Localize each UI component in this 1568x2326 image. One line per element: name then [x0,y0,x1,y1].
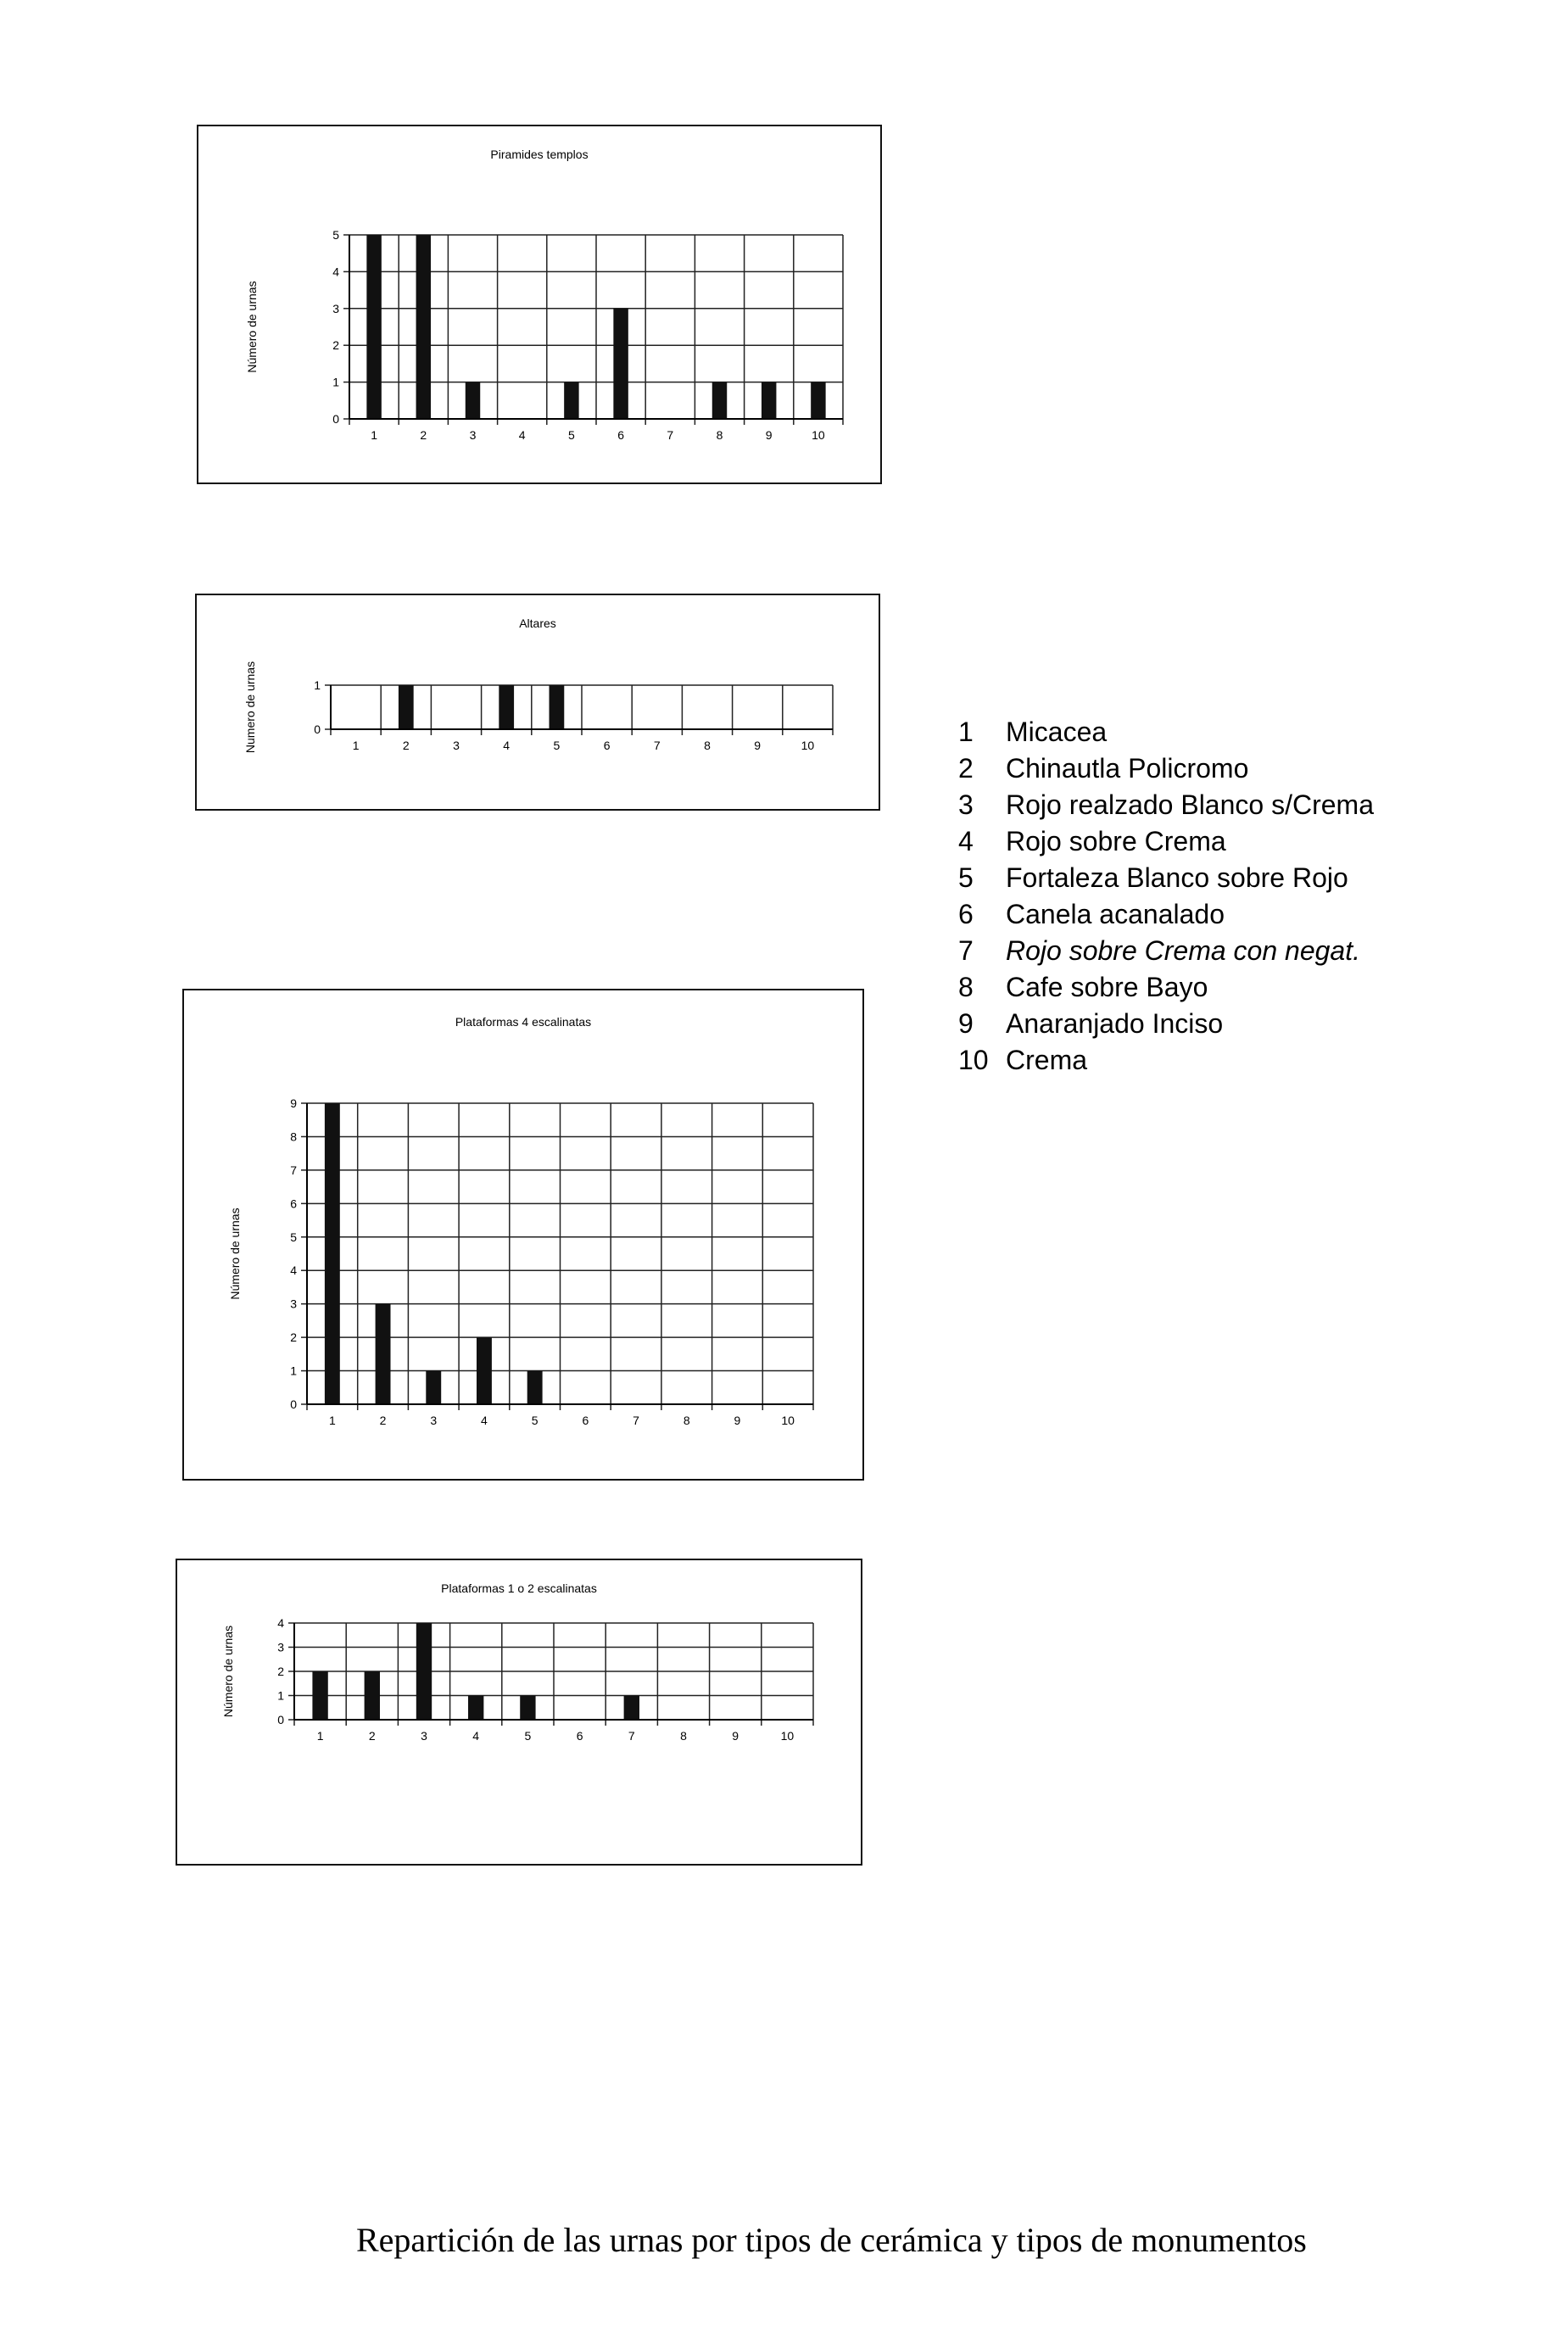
x-tick-label: 5 [553,739,561,752]
legend-label: Anaranjado Inciso [1006,1008,1224,1039]
x-tick-label: 6 [603,739,611,752]
x-tick-label: 2 [368,1729,376,1743]
x-tick-label: 4 [503,739,511,752]
y-tick-label: 0 [290,1397,297,1411]
x-tick-label: 7 [653,739,661,752]
bar [376,1304,391,1404]
bar [550,685,565,729]
x-tick-label: 4 [472,1729,480,1743]
legend-number: 6 [958,899,974,929]
x-tick-label: 3 [430,1414,438,1427]
legend-label: Rojo realzado Blanco s/Crema [1006,789,1374,820]
chart-title: Plataformas 1 o 2 escalinatas [441,1581,597,1595]
x-tick-label: 9 [754,739,762,752]
legend-label: Rojo sobre Crema [1006,826,1226,856]
x-tick-label: 8 [683,1414,690,1427]
chart-svg [198,126,880,482]
bar [499,685,514,729]
bar [365,1671,380,1720]
x-tick-label: 9 [734,1414,741,1427]
legend-number: 1 [958,717,974,747]
x-tick-label: 2 [420,428,427,442]
x-tick-label: 8 [716,428,723,442]
x-tick-label: 5 [524,1729,532,1743]
x-tick-label: 10 [781,1414,795,1427]
bar [762,382,776,419]
x-tick-label: 10 [780,1729,795,1743]
x-tick-label: 6 [582,1414,589,1427]
y-tick-label: 2 [277,1665,284,1678]
chart-plataformas-4-escalinatas [182,989,864,1481]
legend-item [958,1008,1552,1045]
x-tick-label: 1 [371,428,377,442]
y-tick-label: 4 [290,1263,297,1278]
chart-piramides-templos [197,125,882,484]
legend-item [958,826,1552,862]
bar [624,1696,639,1721]
x-tick-label: 6 [576,1729,583,1743]
y-tick-label: 1 [332,375,339,389]
legend-item [958,972,1552,1008]
x-tick-label: 10 [812,428,825,442]
y-tick-label: 0 [332,412,339,426]
x-tick-label: 7 [633,1414,639,1427]
y-tick-label: 0 [277,1713,284,1726]
y-tick-label: 9 [290,1096,297,1110]
legend-number: 7 [958,935,974,966]
bar [366,235,381,419]
chart-svg [177,1560,861,1864]
bar [466,382,480,419]
bar [399,685,414,729]
bar [416,235,431,419]
legend-number: 4 [958,826,974,856]
chart-title: Piramides templos [490,148,589,161]
y-tick-label: 4 [277,1616,284,1630]
legend-label: Chinautla Policromo [1006,753,1249,784]
x-tick-label: 8 [680,1729,687,1743]
x-tick-label: 1 [352,739,360,752]
x-tick-label: 1 [316,1729,324,1743]
bar [564,382,578,419]
legend-number: 3 [958,789,974,820]
y-tick-label: 5 [332,228,339,242]
x-tick-label: 3 [469,428,477,442]
y-tick-label: 1 [277,1688,284,1703]
y-tick-label: 7 [290,1163,297,1177]
y-axis-label: Número de urnas [228,1208,242,1300]
legend-item [958,753,1552,789]
bar [477,1337,492,1404]
legend-number: 5 [958,862,974,893]
y-tick-label: 0 [314,722,321,736]
y-tick-label: 3 [332,301,339,315]
x-tick-label: 7 [628,1729,635,1743]
legend-label: Crema [1006,1045,1088,1075]
bar [712,382,727,419]
y-tick-label: 2 [290,1330,297,1345]
legend-item [958,862,1552,899]
x-tick-label: 6 [617,428,624,442]
x-tick-label: 8 [704,739,711,752]
bar [527,1371,543,1404]
chart-plataformas-1-o-2-escalinatas [176,1559,862,1866]
x-tick-label: 4 [518,428,526,442]
chart-title: Altares [519,616,556,630]
y-axis-label: Número de urnas [245,281,259,373]
bar [426,1371,441,1404]
legend-number: 2 [958,753,974,784]
ceramic-type-legend [958,717,1552,1081]
x-tick-label: 2 [402,739,410,752]
chart-altares [195,594,880,811]
x-tick-label: 4 [481,1414,488,1427]
bar [520,1696,535,1721]
x-tick-label: 3 [421,1729,427,1743]
legend-label: Canela acanalado [1006,899,1225,929]
legend-item [958,935,1552,972]
legend-number: 8 [958,972,974,1002]
legend-item [958,1045,1552,1081]
chart-svg [184,990,862,1479]
legend-label: Rojo sobre Crema con negat. [1006,935,1360,966]
x-tick-label: 3 [453,739,460,752]
bar [312,1671,327,1720]
figure-caption: Repartición de las urnas por tipos de cerámica y tipos de monumentos [356,2221,1307,2259]
legend-label: Fortaleza Blanco sobre Rojo [1006,862,1348,893]
x-tick-label: 5 [531,1414,538,1427]
y-tick-label: 1 [314,678,321,692]
y-tick-label: 3 [290,1297,297,1311]
x-tick-label: 5 [568,428,575,442]
y-tick-label: 6 [290,1196,297,1211]
y-tick-label: 5 [290,1230,297,1244]
x-tick-label: 9 [765,428,773,442]
legend-item [958,789,1552,826]
x-tick-label: 10 [801,739,815,752]
bar [613,309,628,419]
legend-number: 10 [958,1045,989,1075]
y-tick-label: 8 [290,1130,297,1144]
legend-item [958,717,1552,753]
legend-item [958,899,1552,935]
bar [416,1623,432,1720]
y-axis-label: Número de urnas [221,1625,235,1718]
x-tick-label: 1 [328,1414,336,1427]
chart-title: Plataformas 4 escalinatas [455,1015,592,1029]
y-tick-label: 1 [290,1364,297,1378]
legend-number: 9 [958,1008,974,1039]
y-tick-label: 3 [277,1640,284,1654]
legend-label: Cafe sobre Bayo [1006,972,1208,1002]
chart-svg [197,595,879,809]
x-tick-label: 7 [667,428,674,442]
y-tick-label: 4 [332,265,339,279]
y-tick-label: 2 [332,338,339,353]
x-tick-label: 2 [379,1414,387,1427]
y-axis-label: Numero de urnas [243,661,257,754]
x-tick-label: 9 [732,1729,739,1743]
bar [468,1696,483,1721]
bar [811,382,825,419]
legend-label: Micacea [1006,717,1108,747]
bar [325,1103,340,1404]
